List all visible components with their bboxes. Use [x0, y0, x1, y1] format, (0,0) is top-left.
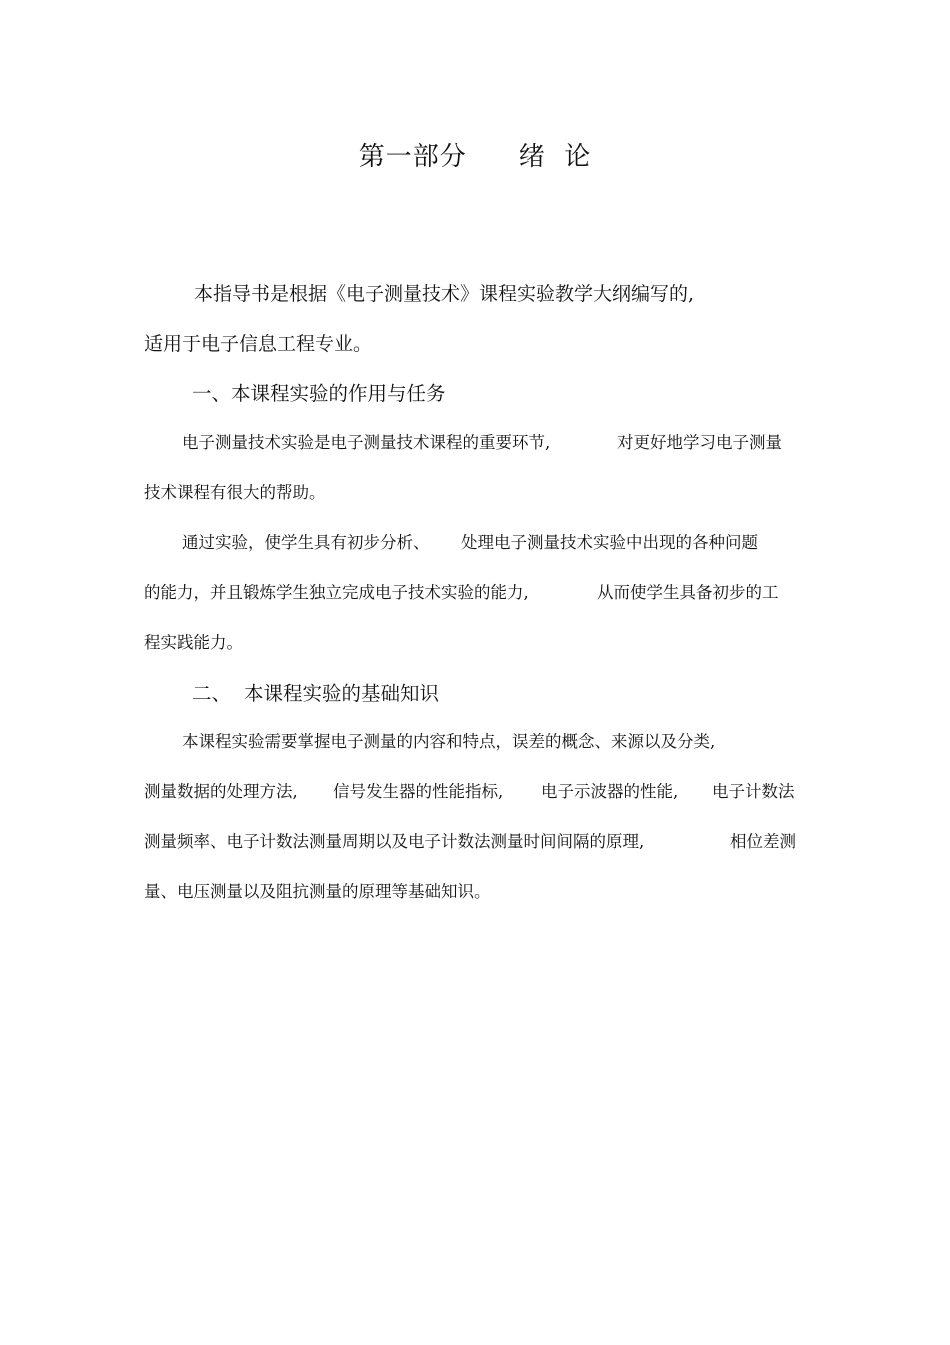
title-name: 绪 论 — [518, 142, 592, 172]
title-part: 第一部分 — [358, 142, 467, 172]
s2-line2-a: 测量数据的处理方法, — [144, 782, 298, 801]
s1-p2-line1-a: 通过实验，使学生具有初步分析、 — [182, 533, 430, 552]
s2-line2-d: 电子计数法 — [712, 782, 795, 801]
s1-p2-line1-b: 处理电子测量技术实验中出现的各种问题 — [461, 533, 758, 552]
s2-line3-b: 相位差测 — [730, 832, 796, 851]
intro-line-2: 适用于电子信息工程专业。 — [144, 333, 373, 355]
intro-line-1: 本指导书是根据《电子测量技术》课程实验教学大纲编写的, — [194, 283, 695, 305]
s1-p2-line3: 程实践能力。 — [144, 633, 243, 652]
page-title — [0, 144, 950, 170]
section-2-heading: 本课程实验的基础知识 — [244, 682, 440, 705]
s1-p1-line1-a: 电子测量技术实验是电子测量技术课程的重要环节, — [182, 433, 551, 452]
s1-p2-line2-b: 从而使学生具备初步的工 — [597, 583, 779, 602]
s2-line2-c: 电子示波器的性能, — [541, 782, 679, 801]
s2-line4: 量、电压测量以及阻抗测量的原理等基础知识。 — [144, 882, 491, 901]
s1-p1-line2: 技术课程有很大的帮助。 — [144, 483, 326, 502]
section-1-heading: 一、本课程实验的作用与任务 — [192, 382, 446, 405]
s1-p2-line2-a: 的能力，并且锻炼学生独立完成电子技术实验的能力, — [144, 583, 529, 602]
s1-p1-line1-b: 对更好地学习电子测量 — [617, 433, 782, 452]
s2-line2-b: 信号发生器的性能指标, — [333, 782, 504, 801]
section-2-heading-num: 二、 — [192, 682, 232, 705]
s2-line3-a: 测量频率、电子计数法测量周期以及电子计数法测量时间间隔的原理, — [144, 832, 645, 851]
s2-line1: 本课程实验需要掌握电子测量的内容和特点，误差的概念、来源以及分类, — [182, 732, 716, 751]
